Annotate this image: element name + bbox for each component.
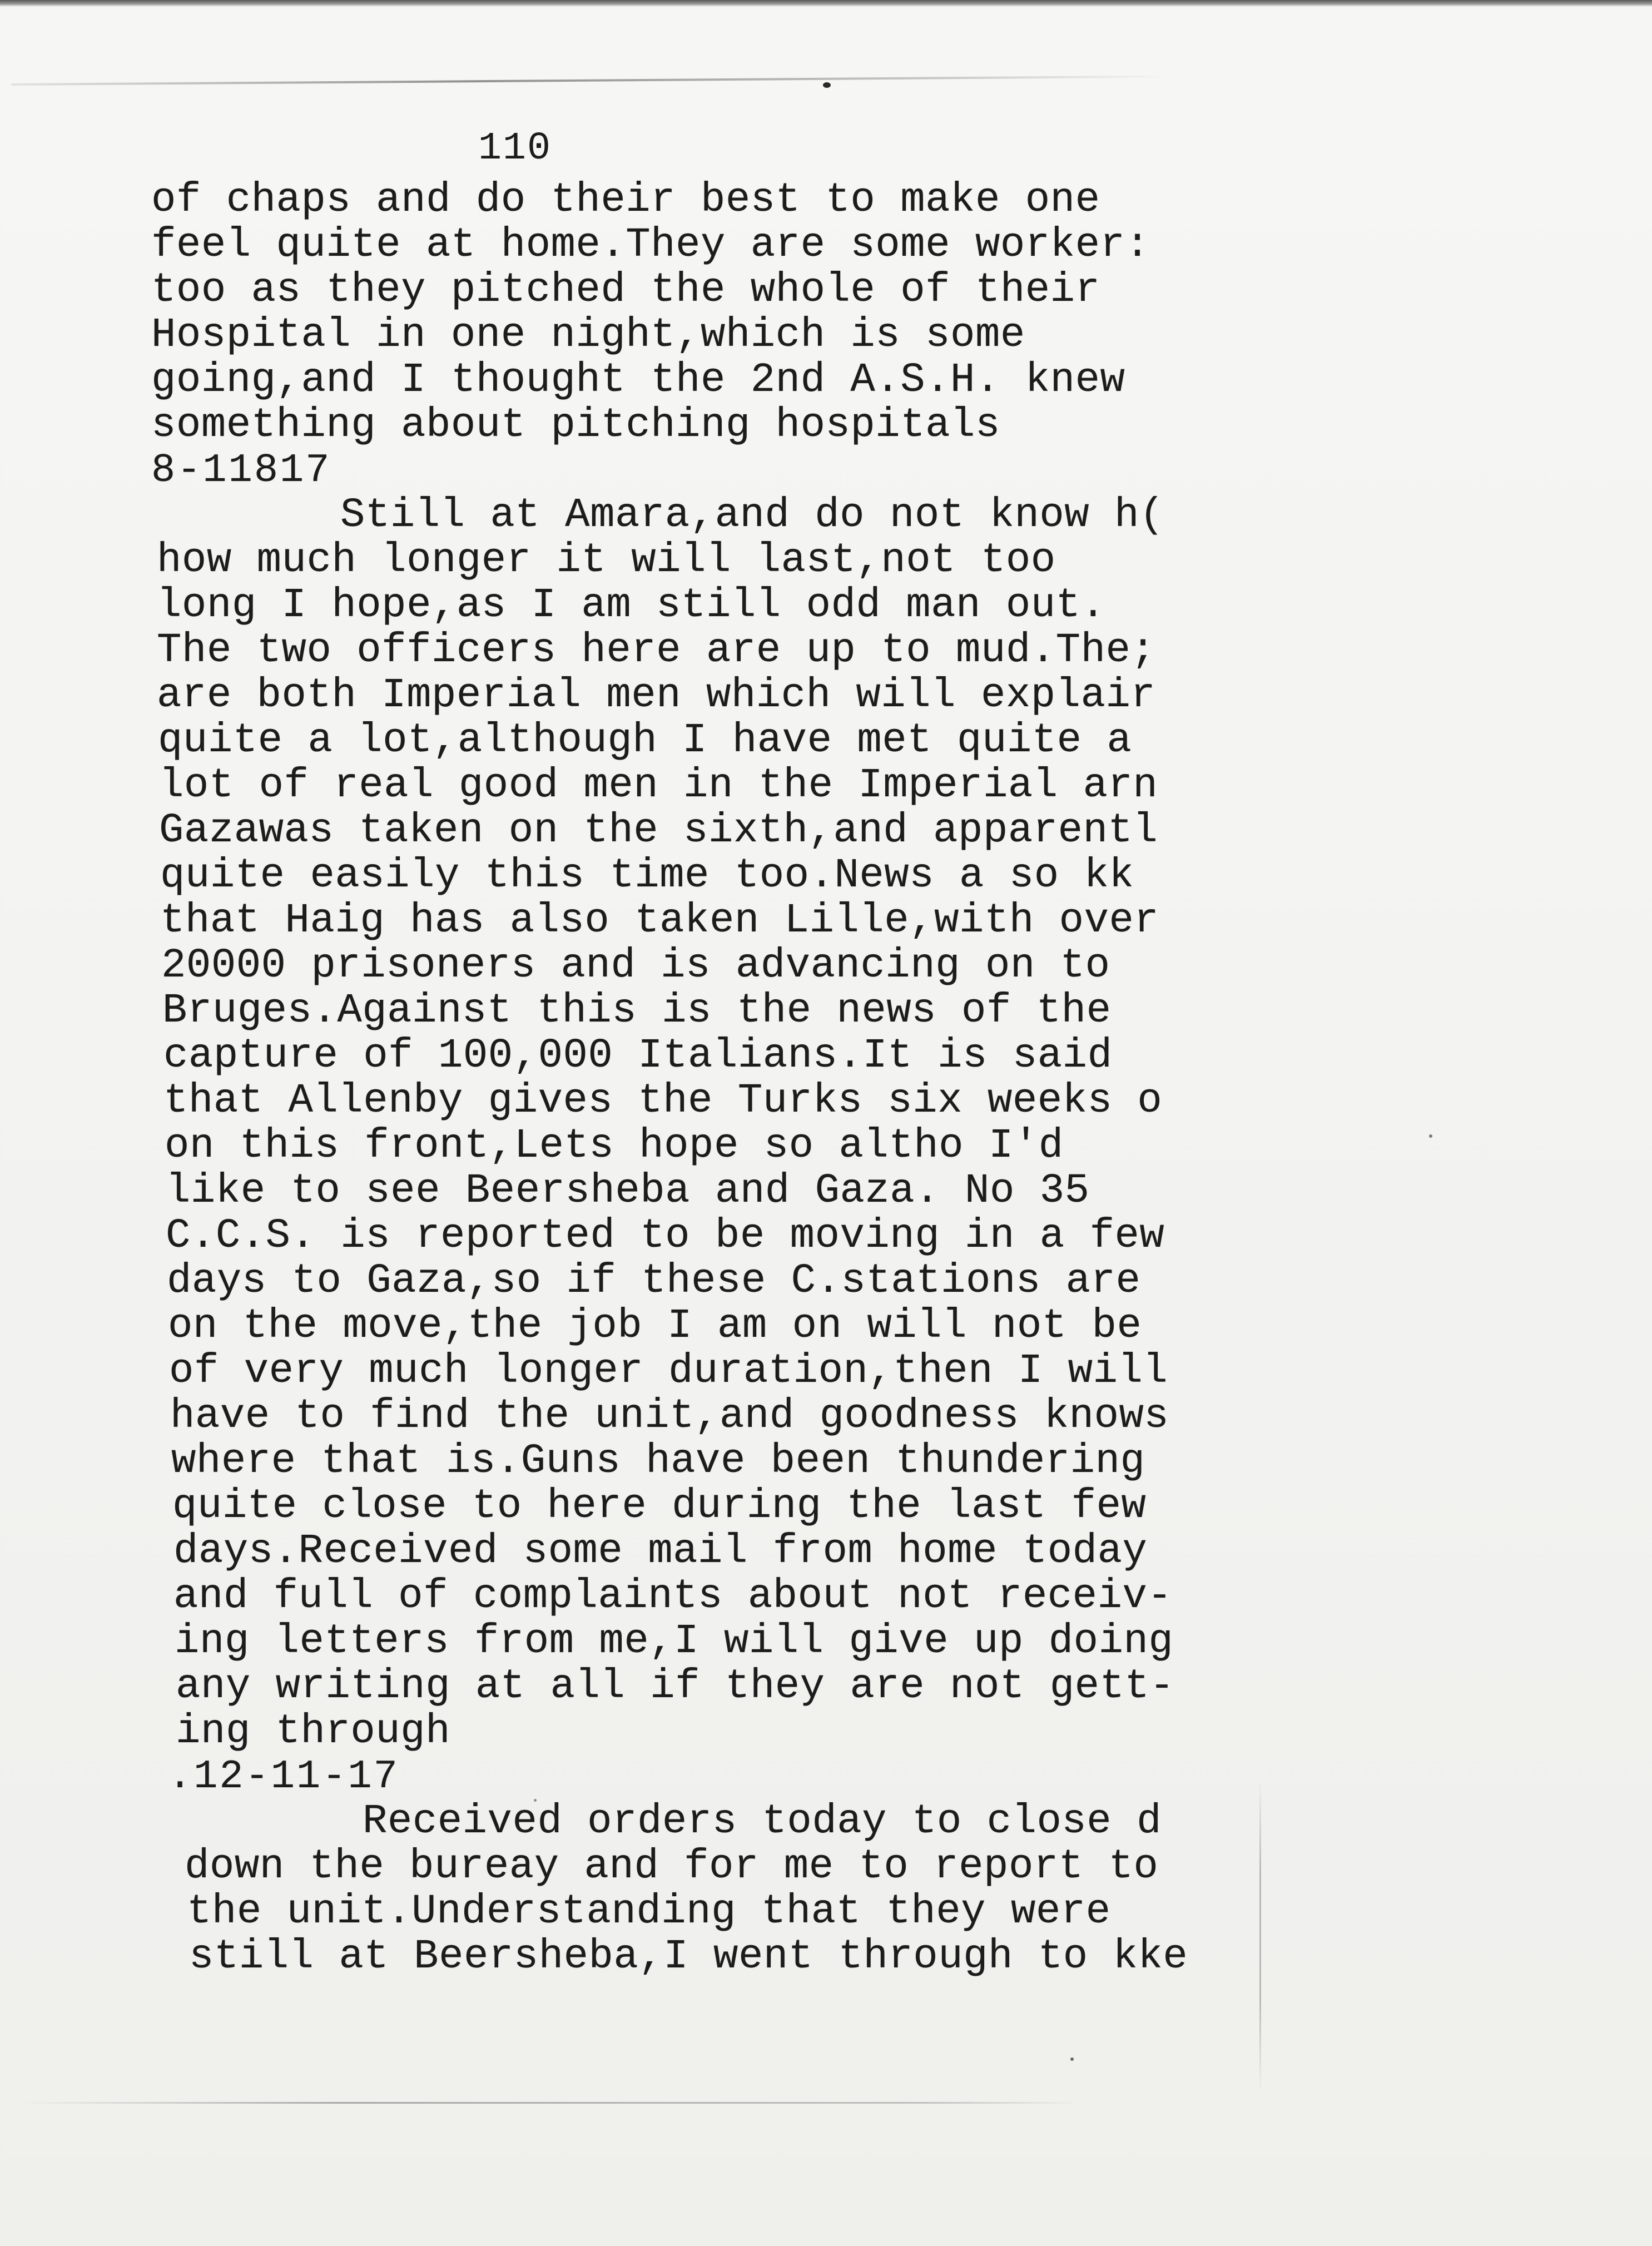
text-line: Still at Amara,and do not know h( xyxy=(340,492,1164,539)
text-line: feel quite at home.They are some worker: xyxy=(151,222,1150,269)
entry-date-line: .12-11-17 xyxy=(168,1754,399,1799)
text-line: where that is.Guns have been thundering xyxy=(171,1438,1145,1485)
text-line: the unit.Understanding that they were xyxy=(187,1888,1111,1935)
text-line: down the bureay and for me to report to xyxy=(185,1843,1159,1890)
text-line: any writing at all if they are not gett- xyxy=(176,1663,1175,1710)
text-line: ing through xyxy=(176,1708,450,1755)
text-line: of chaps and do their best to make one xyxy=(151,177,1100,224)
entry-date-line: 8-11817 xyxy=(151,448,331,493)
page-number: 110 xyxy=(478,127,552,171)
text-line: have to find the unit,and goodness knows xyxy=(170,1393,1169,1440)
text-line: on the move,the job I am on will not be xyxy=(168,1303,1142,1350)
scan-speck xyxy=(1429,1134,1432,1138)
text-line: quite close to here during the last few xyxy=(172,1483,1147,1530)
text-line: and full of complaints about not receiv- xyxy=(173,1573,1173,1620)
text-line: Hospital in one night,which is some xyxy=(151,312,1025,359)
text-line: something about pitching hospitals xyxy=(151,402,1000,449)
text-line: days.Received some mail from home today xyxy=(173,1528,1148,1575)
text-line: like to see Beersheba and Gaza. No 35 xyxy=(166,1168,1090,1214)
text-line: 20000 prisoners and is advancing on to xyxy=(161,943,1110,989)
text-line: that Haig has also taken Lille,with over xyxy=(160,898,1159,944)
text-line: long I hope,as I am still odd man out. xyxy=(157,582,1106,629)
scan-artifact-line-top xyxy=(11,75,1168,86)
text-line: still at Beersheba,I went through to kke xyxy=(189,1933,1188,1980)
text-line: on this front,Lets hope so altho I'd xyxy=(165,1123,1064,1169)
text-line: lot of real good men in the Imperial arn xyxy=(159,762,1158,809)
scan-artifact-line-bottom xyxy=(22,2102,1079,2104)
text-line: Bruges.Against this is the news of the xyxy=(162,988,1112,1034)
text-line: ing letters from me,I will give up doing xyxy=(175,1618,1174,1665)
text-line: capture of 100,000 Italians.It is said xyxy=(163,1033,1113,1079)
scan-top-edge xyxy=(0,0,1652,7)
text-line: too as they pitched the whole of their xyxy=(151,267,1100,314)
typed-text-body xyxy=(151,178,1263,1980)
text-line: how much longer it will last,not too xyxy=(157,537,1056,584)
text-line: C.C.S. is reported to be moving in a few xyxy=(166,1213,1165,1260)
text-line: Received orders today to close d xyxy=(363,1798,1162,1845)
text-line: going,and I thought the 2nd A.S.H. knew xyxy=(151,357,1125,404)
text-line: days to Gaza,so if these C.stations are xyxy=(167,1258,1141,1305)
text-line: of very much longer duration,then I will xyxy=(169,1348,1168,1395)
text-line: quite easily this time too.News a so kk xyxy=(160,852,1134,899)
text-line: are both Imperial men which will explair xyxy=(157,672,1156,719)
scan-speck xyxy=(1070,2057,1074,2061)
text-line: quite a lot,although I have met quite a xyxy=(158,717,1132,764)
text-line: The two officers here are up to mud.The; xyxy=(157,627,1156,674)
text-line: Gazawas taken on the sixth,and apparentl xyxy=(159,807,1158,854)
text-line: that Allenby gives the Turks six weeks o xyxy=(163,1078,1163,1124)
scan-speck xyxy=(823,82,831,88)
